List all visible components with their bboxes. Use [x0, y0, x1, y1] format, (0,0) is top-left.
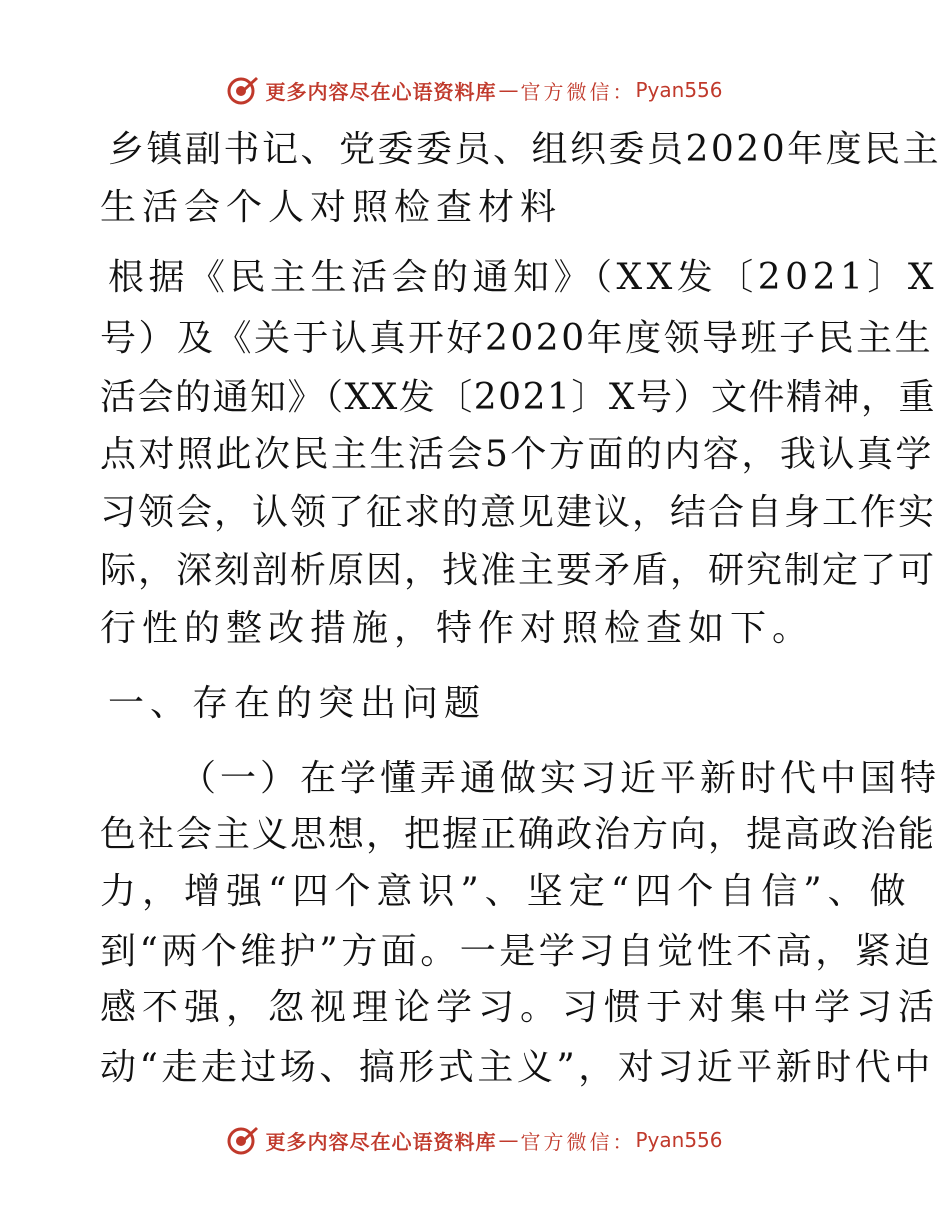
intro-line-5: 习领会，认领了征求的意见建议，结合自身工作实 — [100, 492, 937, 533]
watermark-id: Pyan556 — [635, 1128, 723, 1152]
intro-line-3: 活会的通知》（XX发〔2021〕X号）文件精神，重 — [100, 377, 937, 418]
header-watermark — [0, 70, 950, 110]
sub1-line-5: 感不强，忽视理论学习。习惯于对集中学习活 — [100, 987, 941, 1028]
section-heading: 一、存在的突出问题 — [108, 683, 487, 724]
pen-logo-icon — [227, 1124, 259, 1156]
sub1-line-6: 动“走走过场、搞形式主义”，对习近平新时代中 — [100, 1047, 934, 1088]
intro-line-6: 际，深刻剖析原因，找准主要矛盾，研究制定了可 — [100, 550, 937, 591]
sub1-line-2: 色社会主义思想，把握正确政治方向，提高政治能 — [100, 814, 937, 855]
intro-line-1: 根据《民主生活会的通知》（XX发〔2021〕X — [108, 257, 939, 298]
intro-line-2: 号）及《关于认真开好2020年度领导班子民主生 — [100, 318, 934, 359]
watermark-dash: — — [498, 1128, 519, 1152]
intro-line-7: 行性的整改措施，特作对照检查如下。 — [100, 608, 815, 649]
watermark-text: 更多内容尽在心语资料库 — [265, 1129, 497, 1154]
watermark-official: 官方微信： — [520, 1129, 636, 1154]
intro-line-4: 点对照此次民主生活会5个方面的内容，我认真学 — [100, 434, 934, 475]
sub1-line-1: （一）在学懂弄通做实习近平新时代中国特 — [180, 758, 941, 799]
footer-watermark — [0, 1120, 950, 1160]
pen-logo-icon — [227, 74, 259, 106]
watermark-official: 官方微信： — [520, 79, 636, 104]
sub1-line-4: 到“两个维护”方面。一是学习自觉性不高，紧迫 — [100, 931, 934, 972]
watermark-id: Pyan556 — [635, 78, 723, 102]
title-line-1: 乡镇副书记、党委委员、组织委员2020年度民主 — [108, 129, 942, 170]
watermark-text: 更多内容尽在心语资料库 — [265, 79, 497, 104]
title-line-2: 生活会个人对照检查材料 — [100, 187, 563, 228]
watermark-dash: — — [498, 78, 519, 102]
sub1-line-3: 力，增强“四个意识”、坚定“四个自信”、做 — [100, 871, 912, 912]
